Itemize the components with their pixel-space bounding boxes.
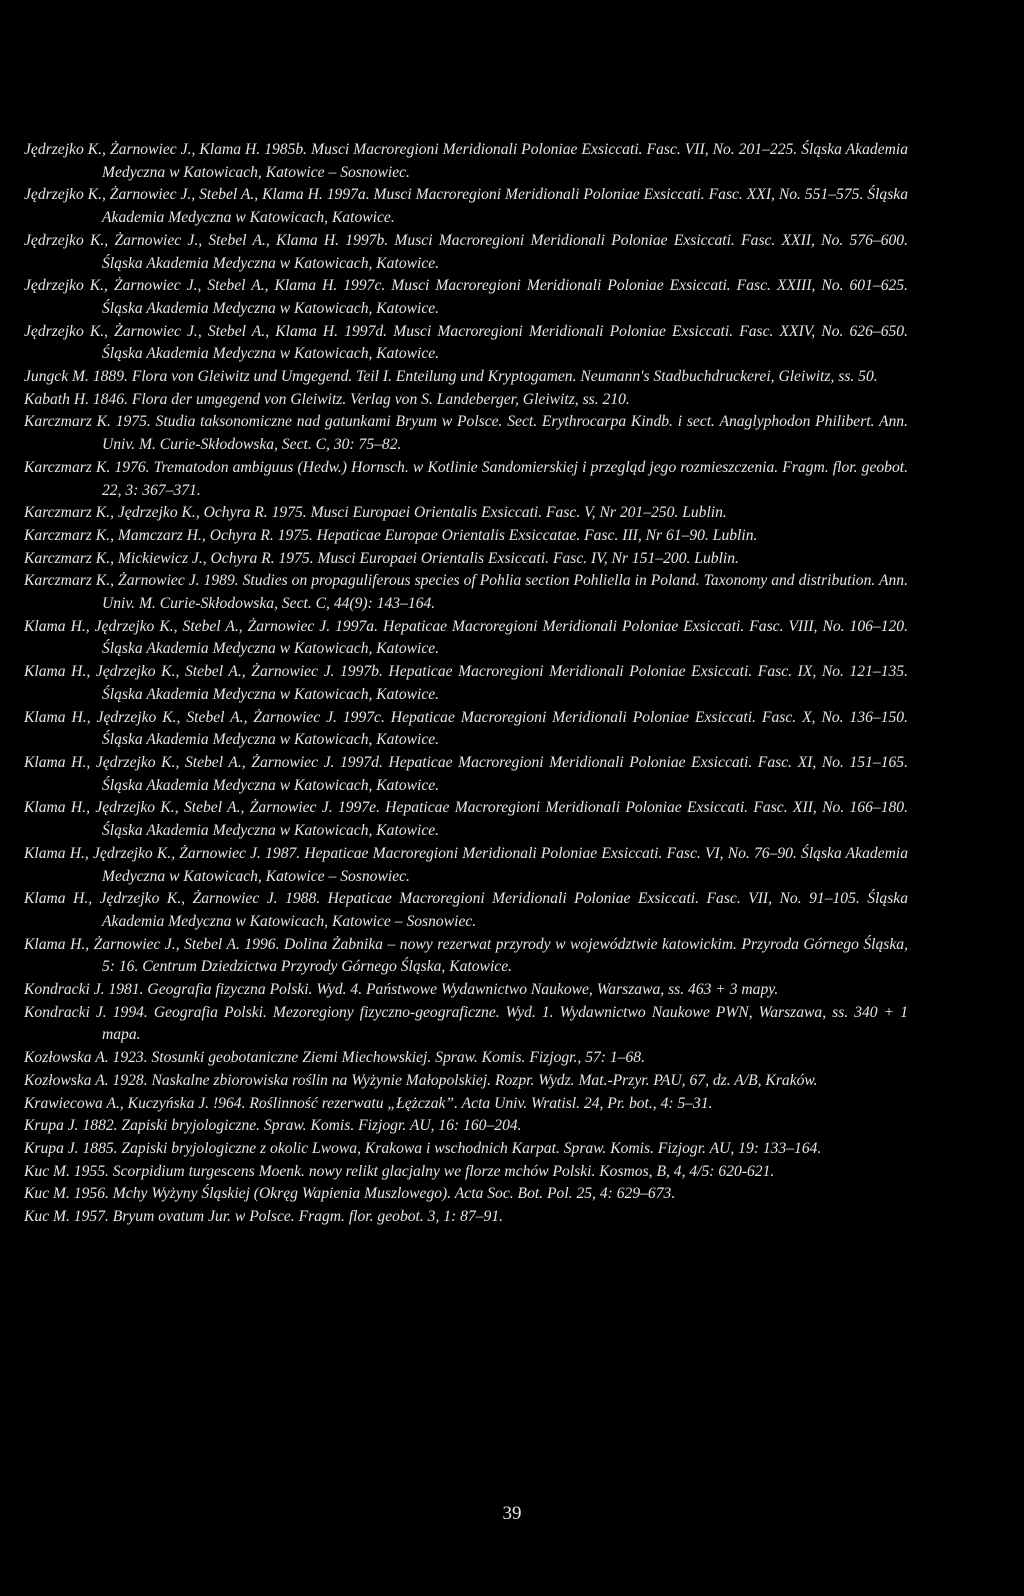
page-number: 39 bbox=[502, 1503, 522, 1524]
reference-item: Kozłowska A. 1923. Stosunki geobotaniczne Ziemi Miechowskiej. Spraw. Komis. Fizjogr., 57: 1–68. bbox=[24, 1049, 645, 1067]
reference-item: Klama H., Żarnowiec J., Stebel A. 1996. Dolina Żabnika – nowy rezerwat przyrody w województwie katowickim. Przyroda Górnego Śląska, 5: 16. Centrum Dziedzictwa Przyrody Górnego Śląska, Katowice. bbox=[24, 935, 908, 976]
reference-item: Krupa J. 1882. Zapiski bryjologiczne. Spraw. Komis. Fizjogr. AU, 16: 160–204. bbox=[24, 1117, 522, 1135]
reference-item: Kozłowska A. 1928. Naskalne zbiorowiska roślin na Wyżynie Małopolskiej. Rozpr. Wydz. Mat.-Przyr. PAU, 67, dz. A/B, Kraków. bbox=[24, 1071, 818, 1089]
reference-item: Jędrzejko K., Żarnowiec J., Stebel A., Klama H. 1997c. Musci Macroregioni Meridionali Poloniae Exsiccati. Fasc. XXIII, No. 601–625. Śląska Akademia Medyczna w Katowicach, Katowice. bbox=[24, 277, 908, 317]
reference-item: Karczmarz K., Mickiewicz J., Ochyra R. 1975. Musci Europaei Orientalis Exsiccati. Fasc. IV, Nr 151–200. Lublin. bbox=[24, 549, 739, 567]
reference-item: Klama H., Jędrzejko K., Żarnowiec J. 1988. Hepaticae Macroregioni Meridionali Poloniae Exsiccati. Fasc. VII, No. 91–105. Śląska Akademia Medyczna w Katowicach, Katowice – Sosnowiec. bbox=[24, 890, 908, 930]
reference-item: Krupa J. 1885. Zapiski bryjologiczne z okolic Lwowa, Krakowa i wschodnich Karpat. Spraw. Komis. Fizjogr. AU, 19: 133–164. bbox=[24, 1139, 822, 1157]
reference-item: Klama H., Jędrzejko K., Stebel A., Żarnowiec J. 1997a. Hepaticae Macroregioni Meridionali Poloniae Exsiccati. Fasc. VIII, No. 106–120. Śląska Akademia Medyczna w Katowicach, Katowice. bbox=[24, 617, 908, 658]
reference-item: Kuc M. 1956. Mchy Wyżyny Śląskiej (Okręg Wapienia Muszlowego). Acta Soc. Bot. Pol. 25, 4: 629–673. bbox=[24, 1185, 676, 1203]
reference-item: Klama H., Jędrzejko K., Stebel A., Żarnowiec J. 1997c. Hepaticae Macroregioni Meridionali Poloniae Exsiccati. Fasc. X, No. 136–150. Śląska Akademia Medyczna w Katowicach, Katowice. bbox=[24, 708, 908, 749]
reference-item: Jędrzejko K., Żarnowiec J., Klama H. 1985b. Musci Macroregioni Meridionali Poloniae Exsiccati. Fasc. VII, No. 201–225. Śląska Akademia Medyczna w Katowicach, Katowice – Sosnowiec. bbox=[24, 141, 908, 181]
reference-item: Kabath H. 1846. Flora der umgegend von Gleiwitz. Verlag von S. Landeberger, Gleiwitz, ss. 210. bbox=[24, 390, 630, 408]
reference-item: Krawiecowa A., Kuczyńska J. !964. Roślinność rezerwatu „Łężczak”. Acta Univ. Wratisl. 24, Pr. bot., 4: 5–31. bbox=[24, 1094, 713, 1112]
reference-item: Klama H., Jędrzejko K., Żarnowiec J. 1987. Hepaticae Macroregioni Meridionali Poloniae Exsiccati. Fasc. VI, No. 76–90. Śląska Akademia Medyczna w Katowicach, Katowice – Sosnowiec. bbox=[24, 844, 908, 885]
reference-item: Klama H., Jędrzejko K., Stebel A., Żarnowiec J. 1997d. Hepaticae Macroregioni Meridionali Poloniae Exsiccati. Fasc. XI, No. 151–165. Śląska Akademia Medyczna w Katowicach, Katowice. bbox=[24, 753, 908, 794]
reference-item: Karczmarz K. 1975. Studia taksonomiczne nad gatunkami Bryum w Polsce. Sect. Erythrocarpa Kindb. i sect. Anaglyphodon Philibert. Ann. Univ. M. Curie-Skłodowska, Sect. C, 30: 75–82. bbox=[24, 413, 908, 454]
reference-item: Jędrzejko K., Żarnowiec J., Stebel A., Klama H. 1997b. Musci Macroregioni Meridionali Poloniae Exsiccati. Fasc. XXII, No. 576–600. Śląska Akademia Medyczna w Katowicach, Katowice. bbox=[24, 231, 908, 272]
reference-item: Karczmarz K., Jędrzejko K., Ochyra R. 1975. Musci Europaei Orientalis Exsiccati. Fasc. V, Nr 201–250. Lublin. bbox=[24, 504, 727, 522]
reference-item: Karczmarz K. 1976. Trematodon ambiguus (Hedw.) Hornsch. w Kotlinie Sandomierskiej i przegląd jego rozmieszczenia. Fragm. flor. geobot. 22, 3: 367–371. bbox=[24, 458, 908, 499]
reference-item: Klama H., Jędrzejko K., Stebel A., Żarnowiec J. 1997b. Hepaticae Macroregioni Meridionali Poloniae Exsiccati. Fasc. IX, No. 121–135. Śląska Akademia Medyczna w Katowicach, Katowice. bbox=[24, 663, 908, 703]
reference-item: Klama H., Jędrzejko K., Stebel A., Żarnowiec J. 1997e. Hepaticae Macroregioni Meridionali Poloniae Exsiccati. Fasc. XII, No. 166–180. Śląska Akademia Medyczna w Katowicach, Katowice. bbox=[24, 799, 908, 840]
reference-item: Karczmarz K., Żarnowiec J. 1989. Studies on propaguliferous species of Pohlia section Pohliella in Poland. Taxonomy and distribution. Ann. Univ. M. Curie-Skłodowska, Sect. C, 44(9): 143–164. bbox=[24, 572, 908, 613]
reference-item: Kuc M. 1955. Scorpidium turgescens Moenk. nowy relikt glacjalny we florze mchów Polski. Kosmos, B, 4, 4/5: 620-621. bbox=[24, 1162, 775, 1180]
reference-item: Kondracki J. 1994. Geografia Polski. Mezoregiony fizyczno-geograficzne. Wyd. 1. Wydawnictwo Naukowe PWN, Warszawa, ss. 340 + 1 mapa. bbox=[24, 1003, 908, 1044]
reference-item: Karczmarz K., Mamczarz H., Ochyra R. 1975. Hepaticae Europae Orientalis Exsiccatae. Fasc. III, Nr 61–90. Lublin. bbox=[24, 526, 758, 544]
reference-item: Jędrzejko K., Żarnowiec J., Stebel A., Klama H. 1997a. Musci Macroregioni Meridionali Poloniae Exsiccati. Fasc. XXI, No. 551–575. Śląska Akademia Medyczna w Katowicach, Katowice. bbox=[24, 186, 908, 227]
reference-item: Jędrzejko K., Żarnowiec J., Stebel A., Klama H. 1997d. Musci Macroregioni Meridionali Poloniae Exsiccati. Fasc. XXIV, No. 626–650. Śląska Akademia Medyczna w Katowicach, Katowice. bbox=[24, 322, 908, 363]
reference-item: Jungck M. 1889. Flora von Gleiwitz und Umgegend. Teil I. Enteilung und Kryptogamen. Neumann's Stadbuchdruckerei, Gleiwitz, ss. 50. bbox=[24, 368, 878, 386]
reference-item: Kuc M. 1957. Bryum ovatum Jur. w Polsce. Fragm. flor. geobot. 3, 1: 87–91. bbox=[24, 1208, 504, 1226]
reference-list bbox=[24, 139, 908, 1229]
reference-item: Kondracki J. 1981. Geografia fizyczna Polski. Wyd. 4. Państwowe Wydawnictwo Naukowe, Warszawa, ss. 463 + 3 mapy. bbox=[24, 981, 779, 999]
